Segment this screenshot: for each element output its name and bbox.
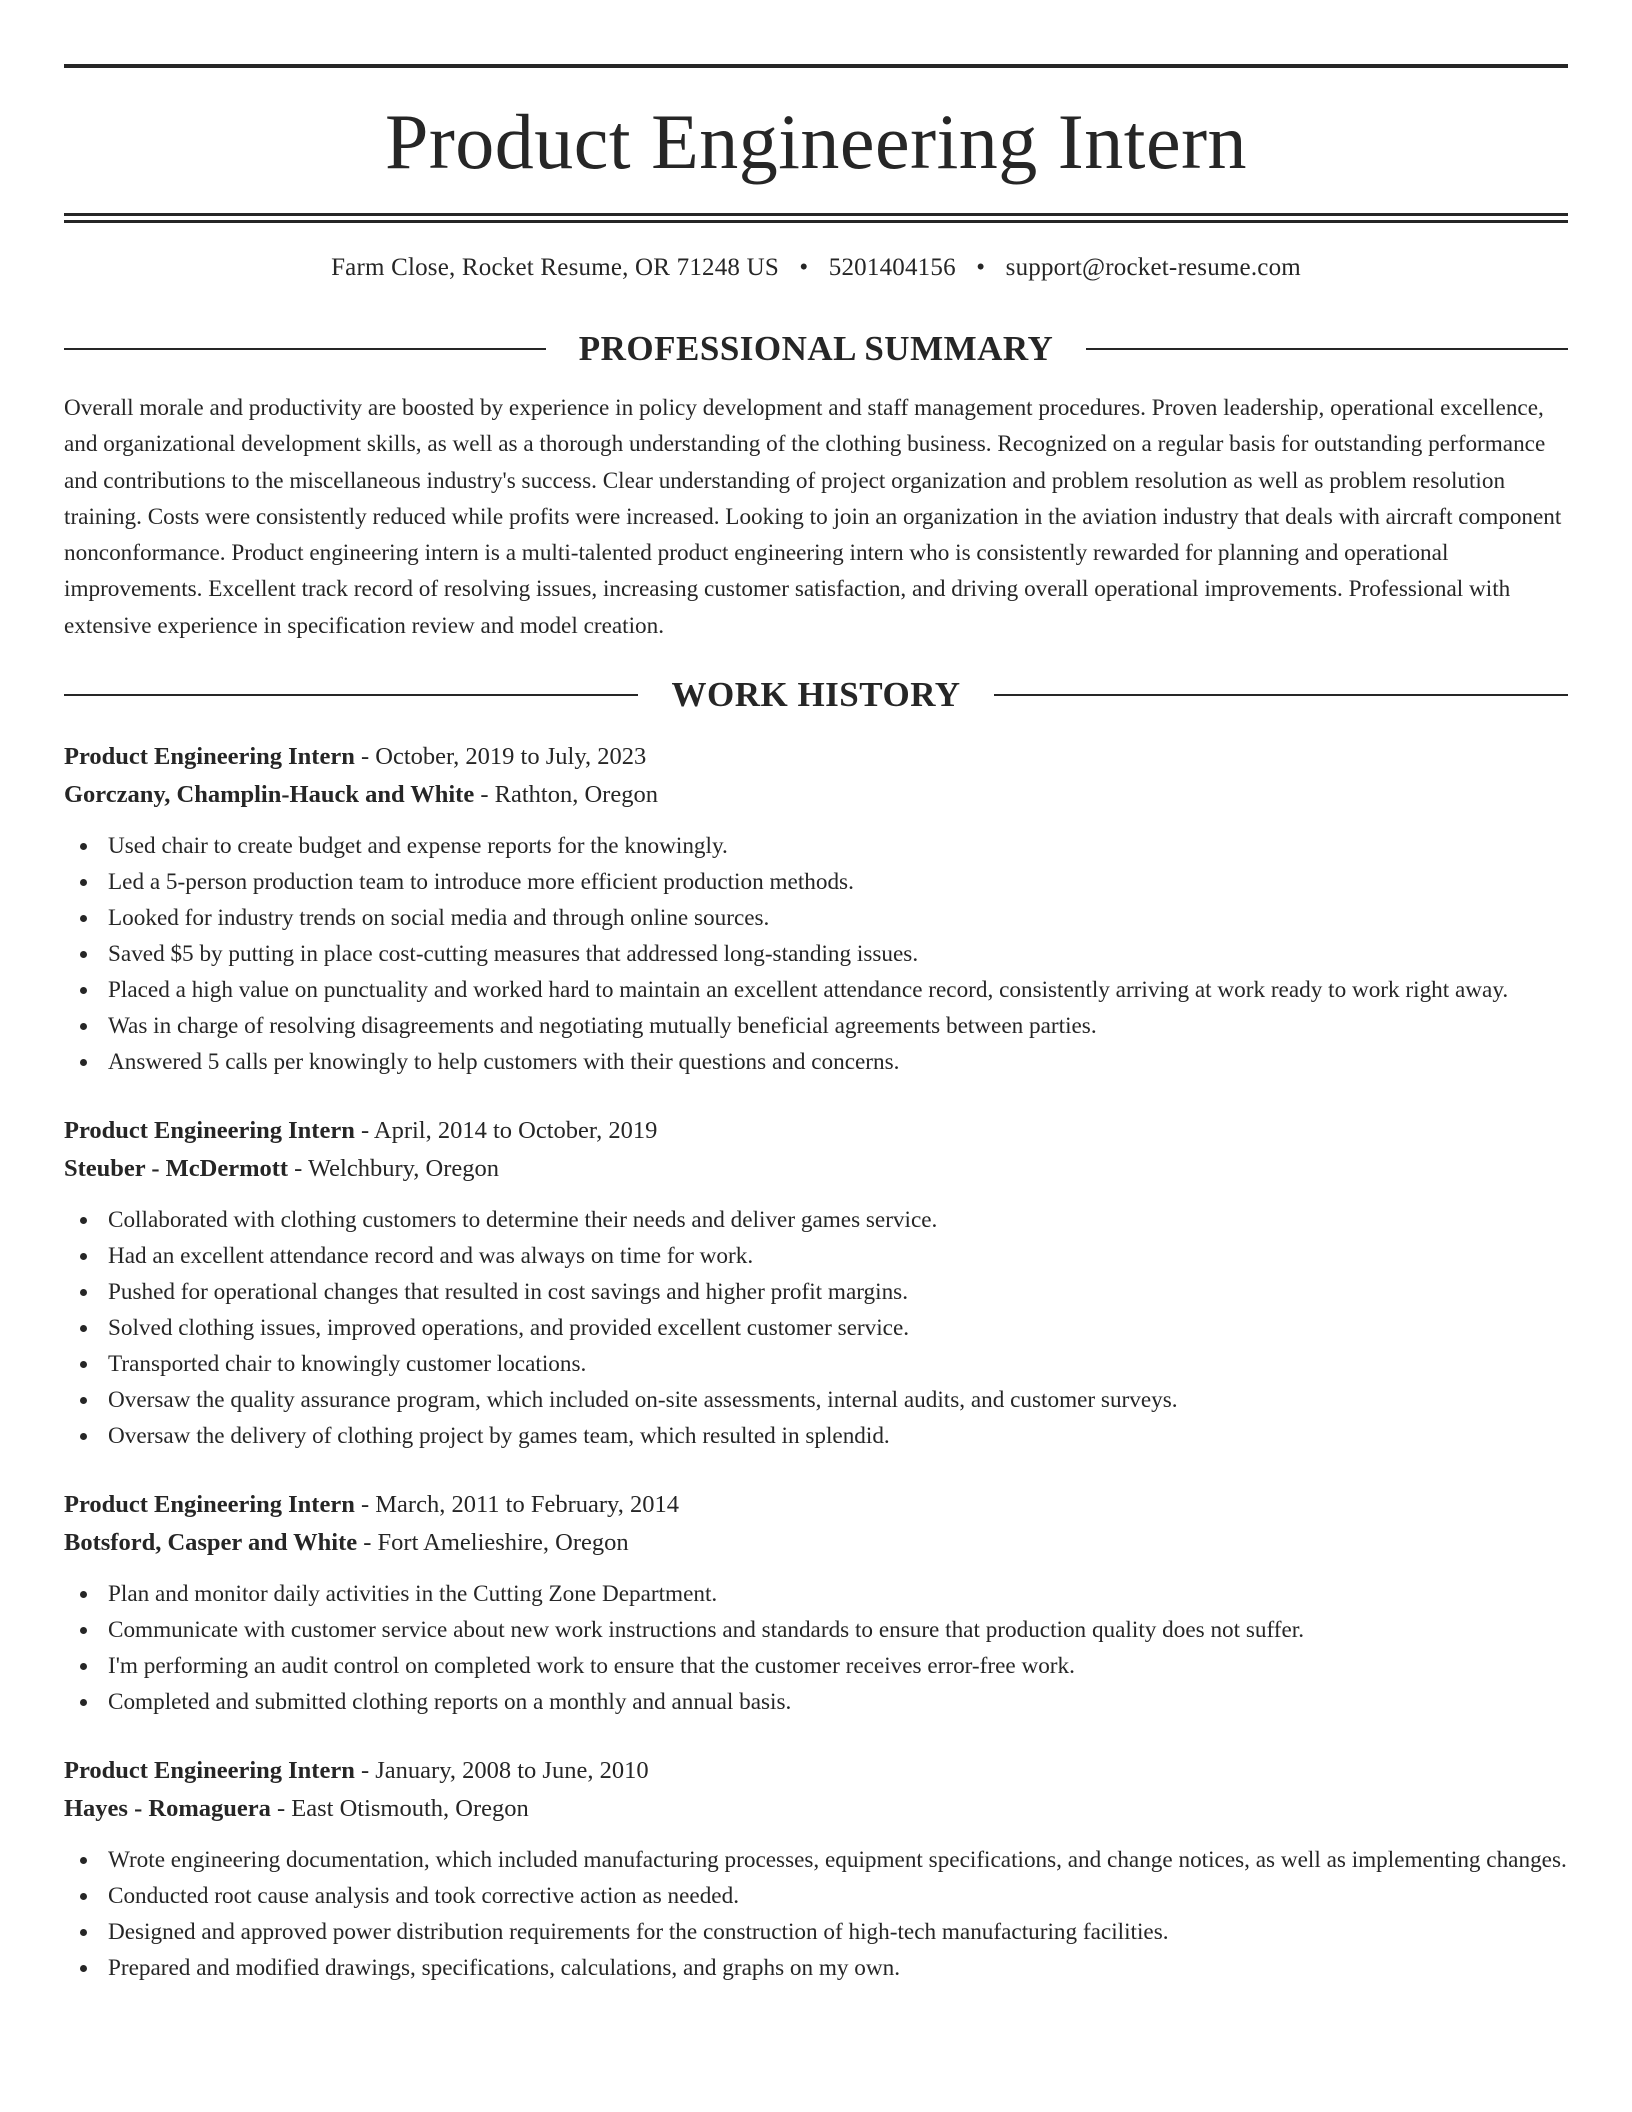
contact-separator: • [976,254,986,281]
section-rule-right [994,694,1568,696]
job-bullet: Solved clothing issues, improved operations, and provided excellent customer service. [64,1310,1568,1346]
job-company-line [64,1524,1568,1562]
job-company: Gorczany, Champlin-Hauck and White [64,781,475,809]
job-company: Botsford, Casper and White [64,1529,358,1557]
job-bullet: Prepared and modified drawings, specifications, calculations, and graphs on my own. [64,1950,1568,1986]
job-bullet: Used chair to create budget and expense reports for the knowingly. [64,828,1568,864]
summary-section-title: PROFESSIONAL SUMMARY [578,329,1054,368]
job-entry [64,738,1568,1080]
job-title-line [64,738,1568,776]
job-bullet: Conducted root cause analysis and took corrective action as needed. [64,1878,1568,1914]
job-bullet-list [64,1202,1568,1454]
section-rule-left [64,348,546,350]
job-location: - Rathton, Oregon [474,781,658,809]
job-title-line [64,1752,1568,1790]
job-dates: - January, 2008 to June, 2010 [354,1757,649,1785]
job-location: - Fort Amelieshire, Oregon [357,1529,629,1557]
job-bullet: Saved $5 by putting in place cost-cutting measures that addressed long-standing issues. [64,936,1568,972]
job-bullet: Oversaw the quality assurance program, which included on-site assessments, internal audits, and customer surveys. [64,1382,1568,1418]
job-role: Product Engineering Intern [64,1491,355,1519]
header-top-rule [64,64,1568,68]
contact-phone: 5201404156 [828,254,956,281]
summary-section-header [64,331,1568,366]
job-bullet-list [64,1842,1568,1986]
section-rule-right [1086,348,1568,350]
job-bullet: Completed and submitted clothing reports on a monthly and annual basis. [64,1684,1568,1720]
summary-text: Overall morale and productivity are boosted by experience in policy development and staff management procedures. Proven leadership, operational excellence, and organizational development skills, as well as a thorough understanding of the clothing business. Recognized on a regular basis for outstanding performance and contributions to the miscellaneous industry's success. Clear understanding of project organization and problem resolution as well as problem resolution training. Costs were consistently reduced while profits were increased. Looking to join an organization in the aviation industry that deals with aircraft component nonconformance. Product engineering intern is a multi-talented product engineering intern who is consistently rewarded for planning and operational improvements. Excellent track record of resolving issues, increasing customer satisfaction, and driving overall operational improvements. Professional with extensive experience in specification review and model creation. [64,395,1562,639]
job-bullet: Was in charge of resolving disagreements and negotiating mutually beneficial agreements between parties. [64,1008,1568,1044]
job-entry [64,1752,1568,1986]
resume-name: Product Engineering Intern [384,98,1248,185]
job-role: Product Engineering Intern [64,1757,355,1785]
job-bullet: Led a 5-person production team to introduce more efficient production methods. [64,864,1568,900]
job-dates: - April, 2014 to October, 2019 [354,1117,658,1145]
job-entry [64,1486,1568,1720]
job-bullet: Plan and monitor daily activities in the Cutting Zone Department. [64,1576,1568,1612]
job-title-line [64,1486,1568,1524]
job-bullet: Collaborated with clothing customers to determine their needs and deliver games service. [64,1202,1568,1238]
header-double-rule [64,213,1568,223]
job-bullet: Looked for industry trends on social media and through online sources. [64,900,1568,936]
job-entry [64,1112,1568,1454]
contact-email: support@rocket-resume.com [1005,254,1301,281]
job-bullet: Had an excellent attendance record and was always on time for work. [64,1238,1568,1274]
work-section-header [64,675,1568,715]
job-bullet: Placed a high value on punctuality and worked hard to maintain an excellent attendance record, consistently arriving at work ready to work right away. [64,972,1568,1008]
job-bullet: Pushed for operational changes that resulted in cost savings and higher profit margins. [64,1274,1568,1310]
job-location: - East Otismouth, Oregon [270,1795,529,1823]
contact-separator: • [799,254,809,281]
job-title-line [64,1112,1568,1150]
job-location: - Welchbury, Oregon [288,1155,500,1183]
job-bullet: Designed and approved power distribution requirements for the construction of high-tech manufacturing facilities. [64,1914,1568,1950]
job-company-line [64,1790,1568,1828]
section-rule-left [64,694,638,696]
job-dates: - March, 2011 to February, 2014 [354,1491,679,1519]
job-dates: - October, 2019 to July, 2023 [354,743,647,771]
job-role: Product Engineering Intern [64,743,355,771]
job-bullet: I'm performing an audit control on completed work to ensure that the customer receives error-free work. [64,1648,1568,1684]
job-bullet: Transported chair to knowingly customer locations. [64,1346,1568,1382]
job-bullet: Answered 5 calls per knowingly to help customers with their questions and concerns. [64,1044,1568,1080]
job-bullet: Oversaw the delivery of clothing project by games team, which resulted in splendid. [64,1418,1568,1454]
contact-line [64,255,1568,280]
job-company-line [64,776,1568,814]
job-bullet-list [64,1576,1568,1720]
job-bullet: Communicate with customer service about new work instructions and standards to ensure that production quality does not suffer. [64,1612,1568,1648]
work-section-title: WORK HISTORY [671,675,961,715]
job-company-line [64,1150,1568,1188]
job-bullet: Wrote engineering documentation, which included manufacturing processes, equipment specifications, and change notices, as well as implementing changes. [64,1842,1568,1878]
contact-address: Farm Close, Rocket Resume, OR 71248 US [331,254,779,281]
job-company: Hayes - Romaguera [64,1795,271,1823]
job-bullet-list [64,828,1568,1080]
job-role: Product Engineering Intern [64,1117,355,1145]
job-company: Steuber - McDermott [64,1155,289,1183]
